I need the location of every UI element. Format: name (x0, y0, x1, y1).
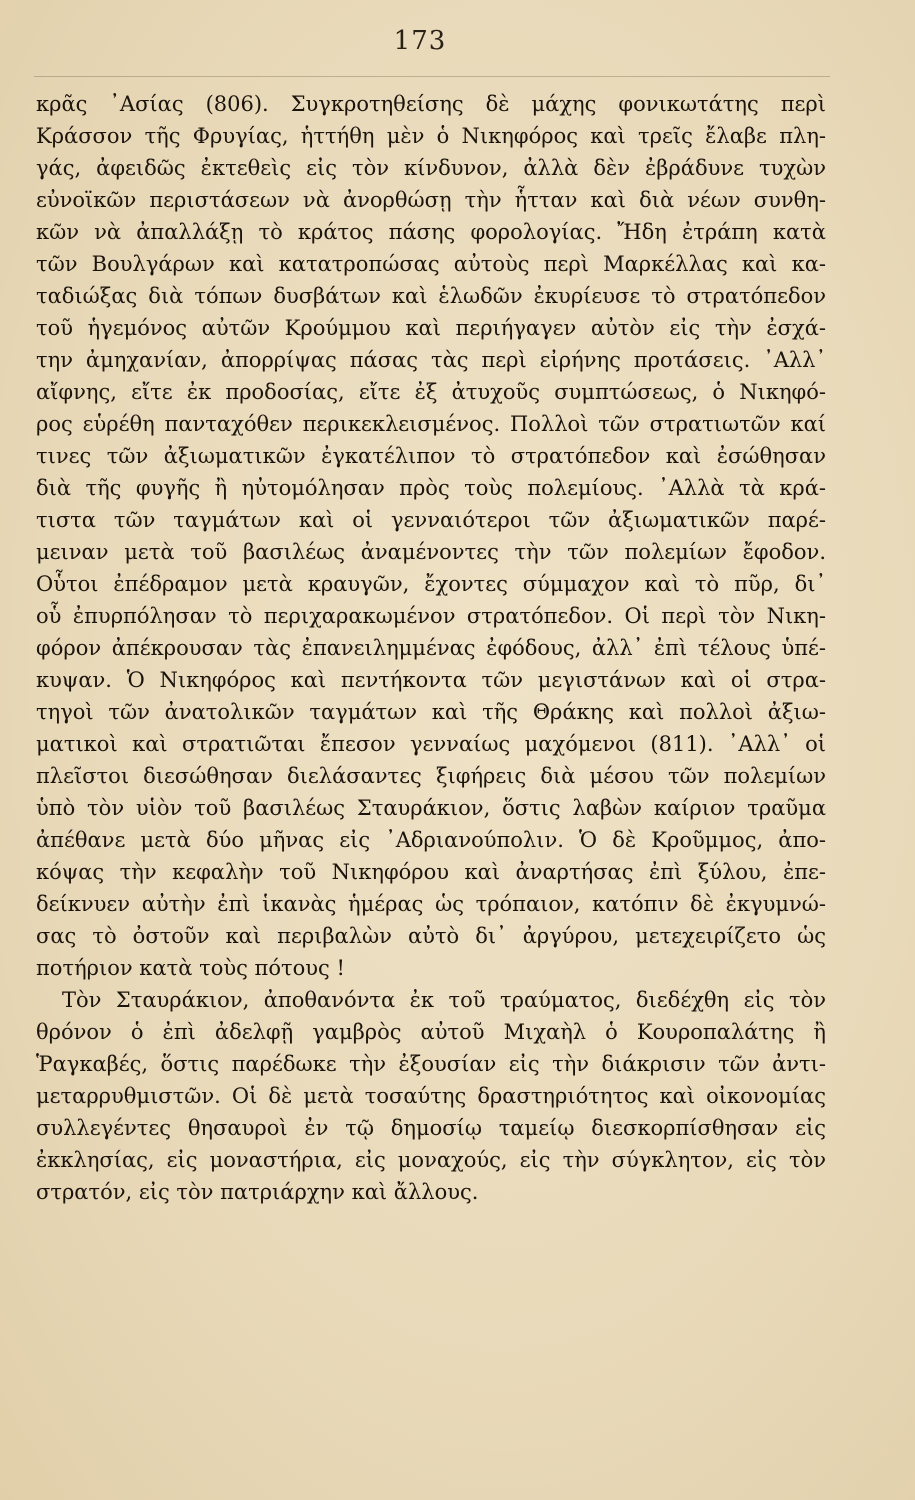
body-text (36, 88, 826, 1208)
text-line: ματικοὶ καὶ στρατιῶται ἔπεσον γενναίως μαχόμενοι (811). ᾽Αλλ᾽ οἱ (36, 732, 826, 756)
text-line: κόψας τὴν κεφαλὴν τοῦ Νικηφόρου καὶ ἀναρτήσας ἐπὶ ξύλου, ἐπε- (36, 860, 826, 884)
text-line: γάς, ἀφειδῶς ἐκτεθεὶς εἰς τὸν κίνδυνον, ἀλλὰ δὲν ἐβράδυνε τυχὼν (36, 156, 826, 180)
text-line: τιστα τῶν ταγμάτων καὶ οἱ γενναιότεροι τῶν ἀξιωματικῶν παρέ- (36, 508, 826, 532)
text-line: πλεῖστοι διεσώθησαν διελάσαντες ξιφήρεις διὰ μέσου τῶν πολεμίων (36, 764, 826, 788)
text-line: Τὸν Σταυράκιον, ἀποθανόντα ἐκ τοῦ τραύματος, διεδέχθη εἰς τὸν (62, 988, 826, 1012)
text-line: σας τὸ ὀστοῦν καὶ περιβαλὼν αὐτὸ δι᾽ ἀργύρου, μετεχειρίζετο ὡς (36, 924, 826, 948)
text-line: τοῦ ἡγεμόνος αὐτῶν Κρούμμου καὶ περιήγαγεν αὐτὸν εἰς τὴν ἐσχά- (36, 316, 826, 340)
text-line: κρᾶς ᾽Ασίας (806). Συγκροτηθείσης δὲ μάχης φονικωτάτης περὶ (36, 92, 826, 116)
text-line: τῶν Βουλγάρων καὶ κατατροπώσας αὐτοὺς περὶ Μαρκέλλας καὶ κα- (36, 252, 826, 276)
text-line: την ἀμηχανίαν, ἀπορρίψας πάσας τὰς περὶ εἰρήνης προτάσεις. ᾽Αλλ᾽ (36, 348, 826, 372)
text-line: φόρον ἀπέκρουσαν τὰς ἐπανειλημμένας ἐφόδους, ἀλλ᾽ ἐπὶ τέλους ὑπέ- (36, 636, 826, 660)
text-line: δείκνυεν αὐτὴν ἐπὶ ἱκανὰς ἡμέρας ὡς τρόπαιον, κατόπιν δὲ ἐκγυμνώ- (36, 892, 826, 916)
text-line: Ῥαγκαβές, ὅστις παρέδωκε τὴν ἐξουσίαν εἰς τὴν διάκρισιν τῶν ἀντι- (36, 1052, 826, 1076)
text-line: κυψαν. Ὁ Νικηφόρος καὶ πεντήκοντα τῶν μεγιστάνων καὶ οἱ στρα- (36, 668, 826, 692)
text-line: τινες τῶν ἀξιωματικῶν ἐγκατέλιπον τὸ στρατόπεδον καὶ ἐσώθησαν (36, 444, 826, 468)
text-line: τηγοὶ τῶν ἀνατολικῶν ταγμάτων καὶ τῆς Θράκης καὶ πολλοὶ ἀξιω- (36, 700, 826, 724)
text-line: διὰ τῆς φυγῆς ἢ ηὐτομόλησαν πρὸς τοὺς πολεμίους. ᾽Αλλὰ τὰ κρά- (36, 476, 826, 500)
text-line: ἀπέθανε μετὰ δύο μῆνας εἰς ᾽Αδριανούπολιν. Ὁ δὲ Κροῦμμος, ἀπο- (36, 828, 826, 852)
text-line: εὐνοϊκῶν περιστάσεων νὰ ἀνορθώσῃ τὴν ἧτταν καὶ διὰ νέων συνθη- (36, 188, 826, 212)
text-line: Οὗτοι ἐπέδραμον μετὰ κραυγῶν, ἔχοντες σύμμαχον καὶ τὸ πῦρ, δι᾽ (36, 572, 826, 596)
header-rule (34, 76, 830, 77)
text-line: οὗ ἐπυρπόλησαν τὸ περιχαρακωμένον στρατόπεδον. Οἱ περὶ τὸν Νικη- (36, 604, 826, 628)
text-line: ταδιώξας διὰ τόπων δυσβάτων καὶ ἑλωδῶν ἐκυρίευσε τὸ στρατόπεδον (36, 284, 826, 308)
page-number: 173 (393, 26, 447, 56)
text-line: συλλεγέντες θησαυροὶ ἐν τῷ δημοσίῳ ταμείῳ διεσκορπίσθησαν εἰς (36, 1116, 826, 1140)
text-line: αἴφνης, εἴτε ἐκ προδοσίας, εἴτε ἐξ ἀτυχοῦς συμπτώσεως, ὁ Νικηφό- (36, 380, 826, 404)
text-line: ρος εὑρέθη πανταχόθεν περικεκλεισμένος. Πολλοὶ τῶν στρατιωτῶν καί (36, 412, 826, 436)
text-line: Κράσσον τῆς Φρυγίας, ἡττήθη μὲν ὁ Νικηφόρος καὶ τρεῖς ἔλαβε πλη- (36, 124, 826, 148)
text-line: στρατόν, εἰς τὸν πατριάρχην καὶ ἄλλους. (36, 1180, 479, 1204)
text-line: μεταρρυθμιστῶν. Οἱ δὲ μετὰ τοσαύτης δραστηριότητος καὶ οἰκονομίας (36, 1084, 826, 1108)
text-line: ἐκκλησίας, εἰς μοναστήρια, εἰς μοναχούς, εἰς τὴν σύγκλητον, εἰς τὸν (36, 1148, 826, 1172)
text-line: θρόνον ὁ ἐπὶ ἀδελφῇ γαμβρὸς αὐτοῦ Μιχαὴλ ὁ Κουροπαλάτης ἢ (36, 1020, 826, 1044)
text-line: ποτήριον κατὰ τοὺς πότους ! (36, 956, 345, 980)
text-line: ὑπὸ τὸν υἱὸν τοῦ βασιλέως Σταυράκιον, ὅστις λαβὼν καίριον τραῦμα (36, 796, 826, 820)
text-line: κῶν νὰ ἀπαλλάξῃ τὸ κράτος πάσης φορολογίας. Ἤδη ἐτράπη κατὰ (36, 220, 826, 244)
text-line: μειναν μετὰ τοῦ βασιλέως ἀναμένοντες τὴν τῶν πολεμίων ἔφοδον. (36, 540, 826, 564)
